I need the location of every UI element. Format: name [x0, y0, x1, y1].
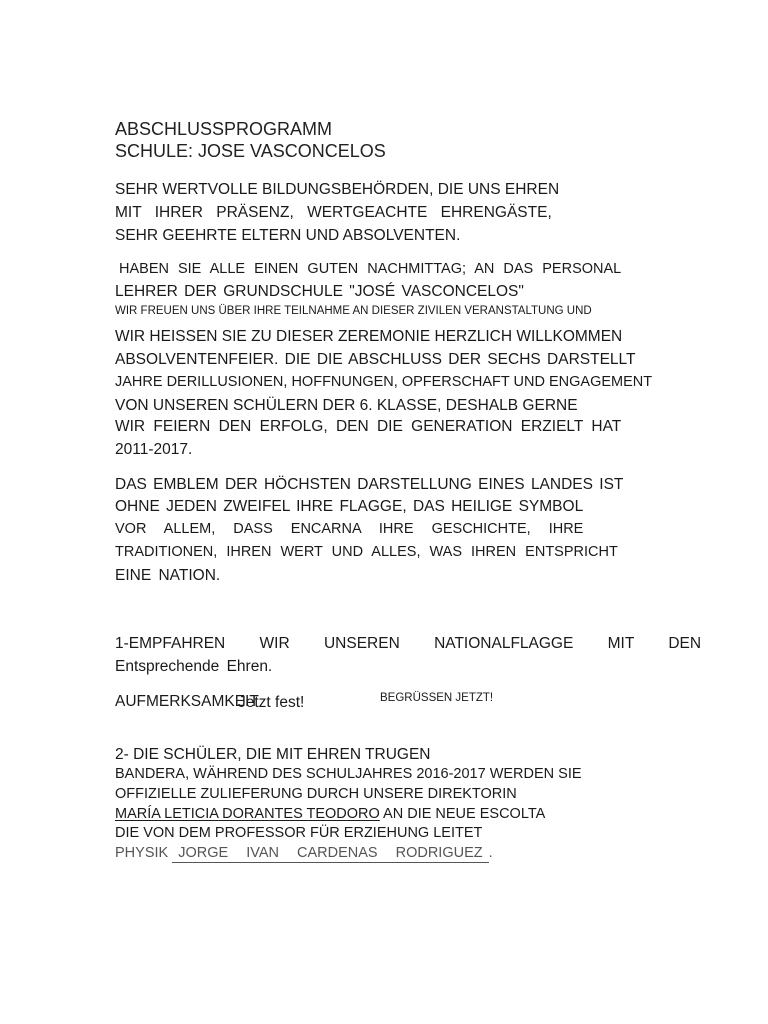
greeting-line-2-text: MIT IHRER PRÄSENZ, WERTGEACHTE EHRENGÄSTE, — [115, 204, 552, 221]
item2-line-4 — [115, 807, 545, 822]
greeting-line-1: SEHR WERTVOLLE BILDUNGSBEHÖRDEN, DIE UNS EHREN — [115, 181, 560, 198]
item2-line-5: DIE VON DEM PROFESSOR FÜR ERZIEHUNG LEITET — [115, 825, 483, 841]
item2-line-6 — [115, 846, 493, 863]
teacher-name-blank: JORGE IVAN CARDENAS RODRIGUEZ — [172, 846, 488, 863]
document-title: ABSCHLUSSPROGRAMM — [115, 119, 333, 139]
para1-line-7: VON UNSEREN SCHÜLERN DER 6. KLASSE, DESHALB GERNE — [115, 397, 578, 414]
item2-line-2: BANDERA, WÄHREND DES SCHULJAHRES 2016-2017 WERDEN SIE — [115, 766, 582, 782]
para2-line-1: DAS EMBLEM DER HÖCHSTEN DARSTELLUNG EINES LANDES IST — [115, 476, 624, 493]
para1-line-1: HABEN SIE ALLE EINEN GUTEN NACHMITTAG; AN DAS PERSONAL — [119, 261, 622, 277]
para1-line-4: WIR HEISSEN SIE ZU DIESER ZEREMONIE HERZLICH WILLKOMMEN — [115, 328, 623, 345]
teacher-period: . — [488, 845, 493, 861]
item1-line-1: 1-EMPFAHREN WIR UNSEREN NATIONALFLAGGE MIT DEN — [115, 635, 702, 652]
item1-line-2: Entsprechende Ehren. — [115, 658, 273, 675]
item2-line-3: OFFIZIELLE ZULIEFERUNG DURCH UNSERE DIREKTORIN — [115, 786, 517, 802]
greeting-line-3: SEHR GEEHRTE ELTERN UND ABSOLVENTEN. — [115, 227, 461, 244]
greeting-line-2 — [115, 205, 582, 221]
item2-line-1: 2- DIE SCHÜLER, DIE MIT EHREN TRUGEN — [115, 746, 431, 763]
director-name: MARÍA LETICIA DORANTES TEODORO — [115, 806, 380, 822]
para1-line-6: JAHRE DERILLUSIONEN, HOFFNUNGEN, OPFERSCHAFT UND ENGAGEMENT — [115, 374, 653, 390]
para1-line-9: 2011-2017. — [115, 441, 193, 458]
physics-label: PHYSIK — [115, 845, 169, 861]
para2-line-5: EINE NATION. — [115, 567, 221, 584]
attention-overlap-text: Jetzt fest! — [238, 694, 305, 711]
para1-line-2: LEHRER DER GRUNDSCHULE "JOSÉ VASCONCELOS" — [115, 283, 524, 300]
para1-line-3: WIR FREUEN UNS ÜBER IHRE TEILNAHME AN DIESER ZIVILEN VERANSTALTUNG UND — [115, 305, 592, 317]
para2-line-2: OHNE JEDEN ZWEIFEL IHRE FLAGGE, DAS HEILIGE SYMBOL — [115, 498, 584, 515]
para1-line-8: WIR FEIERN DEN ERFOLG, DEN DIE GENERATION ERZIELT HAT — [115, 418, 622, 435]
salute-label: BEGRÜSSEN JETZT! — [380, 692, 494, 704]
para2-line-4: TRADITIONEN, IHREN WERT UND ALLES, WAS IHREN ENTSPRICHT — [115, 544, 618, 560]
para2-line-3: VOR ALLEM, DASS ENCARNA IHRE GESCHICHTE, IHRE — [115, 521, 584, 537]
attention-label: AUFMERKSAMKEIT — [115, 693, 259, 710]
para1-line-5: ABSOLVENTENFEIER. DIE DIE ABSCHLUSS DER SECHS DARSTELLT — [115, 351, 636, 368]
item2-line-4-rest: AN DIE NEUE ESCOLTA — [383, 806, 546, 822]
school-name: SCHULE: JOSE VASCONCELOS — [115, 141, 386, 161]
